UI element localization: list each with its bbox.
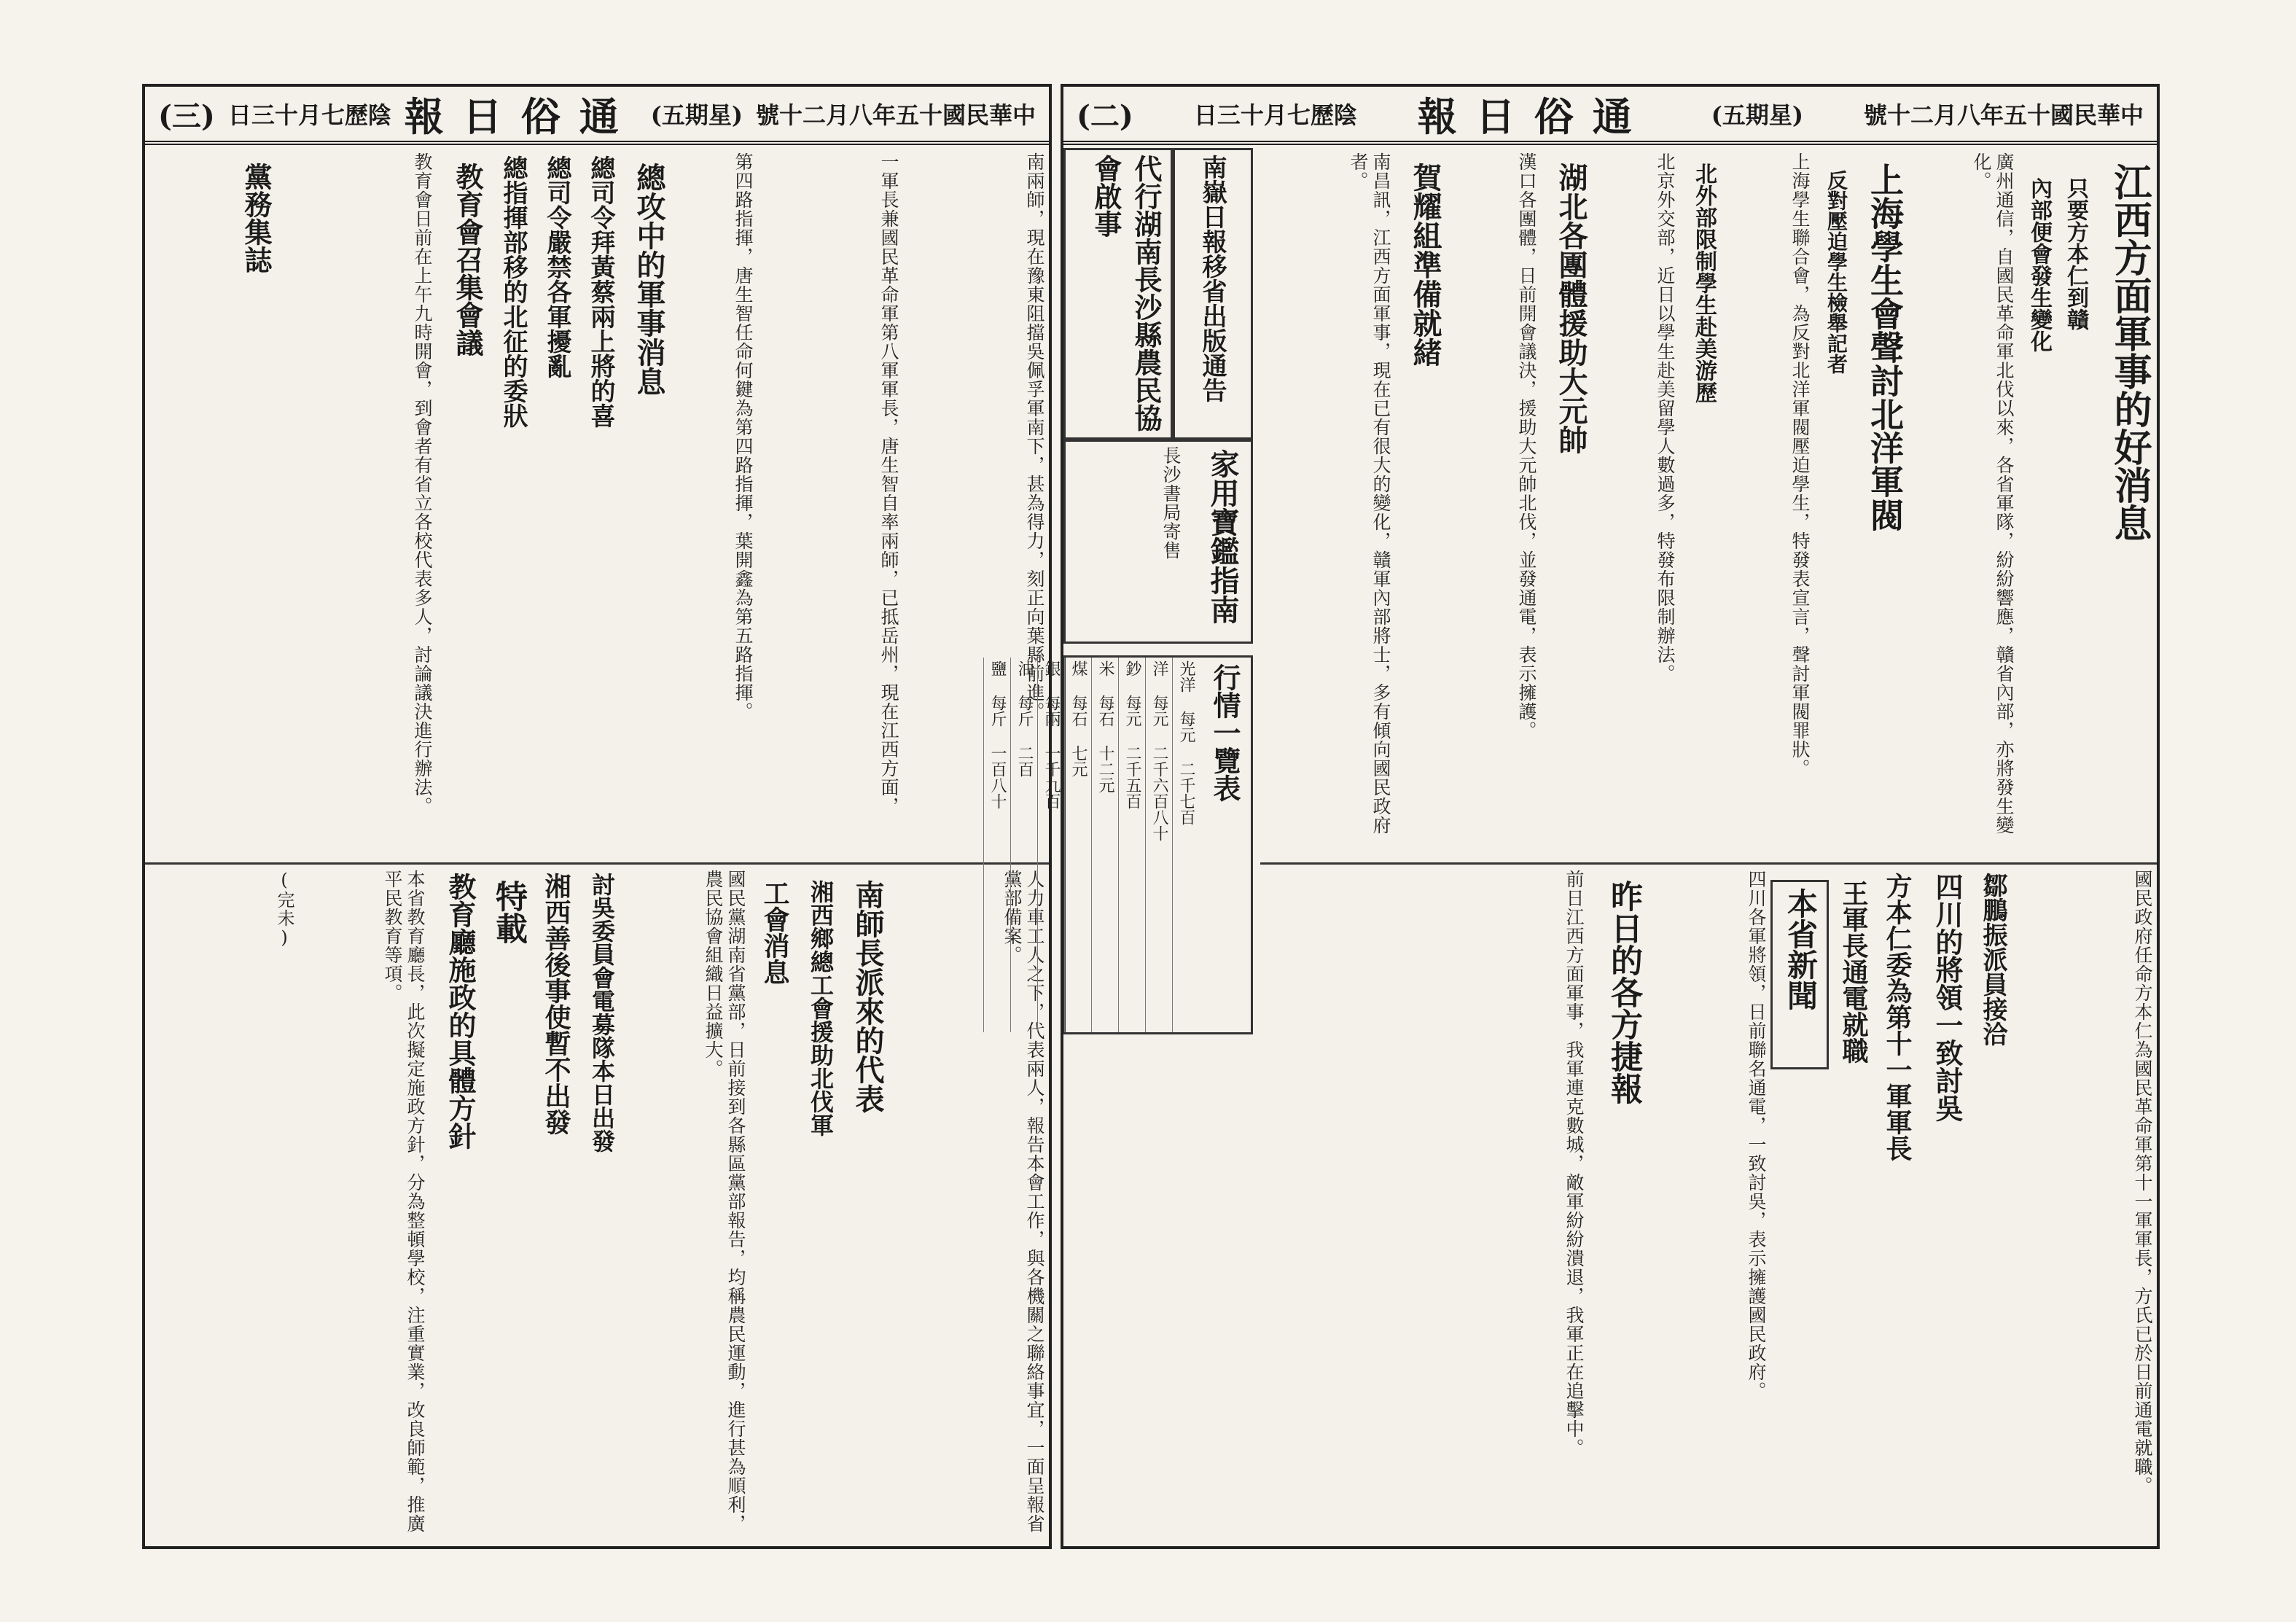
article-text: 人力車工人之下，代表兩人，報告本會工作，與各機關之聯絡事宜，一面呈報省黨部備案。 [1001,870,1045,1533]
market-rows [983,658,1199,1032]
article-text: 廣州通信，自國民革命軍北伐以來，各省軍隊，紛紛響應，贛省內部，亦將發生變化。 [1971,152,2015,835]
bottom-tier [1260,865,2157,1546]
article-headline: 教育廳施政的具體方針 [444,873,477,1150]
market-row: 洋 每元 二千六百八十 [1145,658,1172,1032]
weekday: (五期星) [1711,101,1804,129]
ad-box [1063,440,1253,644]
market-table-title: 行情一覽表 [1208,663,1241,802]
ad-title: 家用寶鑑指南 [1206,449,1240,624]
article-headline: 鄒鵬振派員接洽 [1978,873,2007,1046]
market-table [988,655,1253,1034]
page-number: (三) [158,98,215,133]
article-text: 國民政府任命方本仁為國民革命軍第十一軍軍長，方氏已於日前通電就職。 [2132,870,2153,1495]
notice-box [1173,148,1253,440]
market-row: 煤 每石 七元 [1064,658,1091,1032]
section-label: 本省新聞 [1783,888,1819,1010]
article-headline: 總攻中的軍事消息 [632,163,666,396]
page-number: (二) [1077,98,1133,133]
article-headline: 湘西善後事使暫不出發 [541,873,571,1135]
article-text: 國民黨湖南省黨部，日前接到各縣區黨部報告，均稱農民運動，進行甚為順利，農民協會組織日益擴大。 [703,870,746,1533]
market-row: 油 每斤 二百 [1010,658,1037,1032]
page-header [1063,87,2157,145]
lunar-date: 日三十月七歷陰 [227,101,391,129]
article-text: 四川各軍將領，日前聯名通電，一致討吳，表示擁護國民政府。 [1746,870,1767,1400]
article-text: 南昌訊，江西方面軍事，現在已有很大的變化，贛軍內部將士，多有傾向國民政府者。 [1348,152,1391,835]
ad-text: 長沙書局寄售 [1160,446,1182,560]
article-headline: 四川的將領一致討吳 [1931,873,1964,1122]
article-headline: 工會消息 [760,880,790,985]
notice-box [1063,148,1173,440]
left-newspaper-page [142,84,1052,1549]
market-row: 米 每石 十二元 [1091,658,1118,1032]
article-headline: 北外部限制學生赴美游歷 [1691,163,1717,403]
article-text: 南兩師，現在豫東阻擋吳佩孚軍南下，甚為得力，刻正向葉縣前進。 [1024,152,1045,721]
bottom-tier [145,865,1049,1546]
article-headline: 總司令嚴禁各軍擾亂 [542,155,571,378]
article-text: 北京外交部，近日以學生赴美留學人數過多，特發布限制辦法。 [1655,152,1676,683]
article-text: 第四路指揮，唐生智任命何鍵為第四路指揮，葉開鑫為第五路指揮。 [733,152,754,721]
masthead: 報日俗通 [404,93,638,140]
notice-title: 代行湖南長沙縣農民協會啟事 [1090,155,1163,432]
article-headline: 教育會召集會議 [451,163,484,356]
article-headline: 上海學生會聲討北洋軍閥 [1865,163,1905,531]
article-headline: 南師長派來的代表 [851,880,885,1113]
market-row: 銀 每兩 一千九百 [1037,658,1064,1032]
article-headline: 討吳委員會電募隊本日出發 [588,873,616,1153]
masthead: 報日俗通 [1417,93,1651,140]
article-headline: 昨日的各方捷報 [1605,880,1642,1104]
article-headline: 賀耀組準備就緒 [1408,163,1442,367]
article-headline: 總司令拜黃蔡兩上將的喜 [586,155,615,428]
weekday: (五期星) [650,101,743,129]
sub-headline: 內部便會發生變化 [2026,177,2052,352]
continued-note: (完未) [274,870,294,948]
article-text: 教育會日前在上午九時開會，到會者有省立各校代表多人，討論議決進行辦法。 [412,152,433,816]
page-header [145,87,1049,145]
article-text: 本省教育廳長，此次擬定施政方針，分為整頓學校，注重實業，改良師範，推廣平民教育等項。 [382,870,426,1533]
article-text: 漢口各團體，日前開會議決，援助大元帥北伐，並發通電，表示擁護。 [1516,152,1537,740]
article-text: 上海學生聯合會，為反對北洋軍閥壓迫學生，特發表宣言，聲討軍閥罪狀。 [1789,152,1811,778]
article-headline: 方本仁委為第十一軍軍長 [1882,873,1913,1161]
market-row: 鹽 每斤 一百八十 [983,658,1010,1032]
gregorian-date: 號十二月八年五十國民華中 [1863,101,2144,129]
special-feature-label: 特載 [490,880,527,944]
lunar-date: 日三十月七歷陰 [1193,101,1357,129]
article-text: 一軍長兼國民革命軍第八軍軍長，唐生智自率兩師，已抵岳州，現在江西方面， [878,152,899,816]
article-headline: 湘西鄉總工會援助北伐軍 [807,880,835,1136]
article-headline: 總指揮部移的北征的委狀 [499,155,528,428]
market-row: 鈔 每元 二千五百 [1118,658,1145,1032]
gregorian-date: 號十二月八年五十國民華中 [755,101,1036,129]
sub-headline: 只要方本仁到贛 [2063,177,2088,330]
notice-title: 南嶽日報移省出版通告 [1198,155,1227,402]
market-row: 光洋 每元 二千七百 [1172,658,1199,1032]
lead-headline: 江西方面軍事的好消息 [2107,163,2152,542]
article-headline: 王軍長通電就職 [1838,880,1869,1064]
top-tier [145,148,1049,865]
section-box-local [1770,880,1829,1069]
top-tier [1260,148,2157,865]
article-headline: 黨務集誌 [240,163,273,273]
article-headline: 湖北各團體援助大元帥 [1554,163,1588,454]
sub-headline: 反對壓迫學生檢舉記者 [1824,170,1848,374]
article-text: 前日江西方面軍事，我軍連克數城，敵軍紛紛潰退，我軍正在追擊中。 [1563,870,1585,1457]
